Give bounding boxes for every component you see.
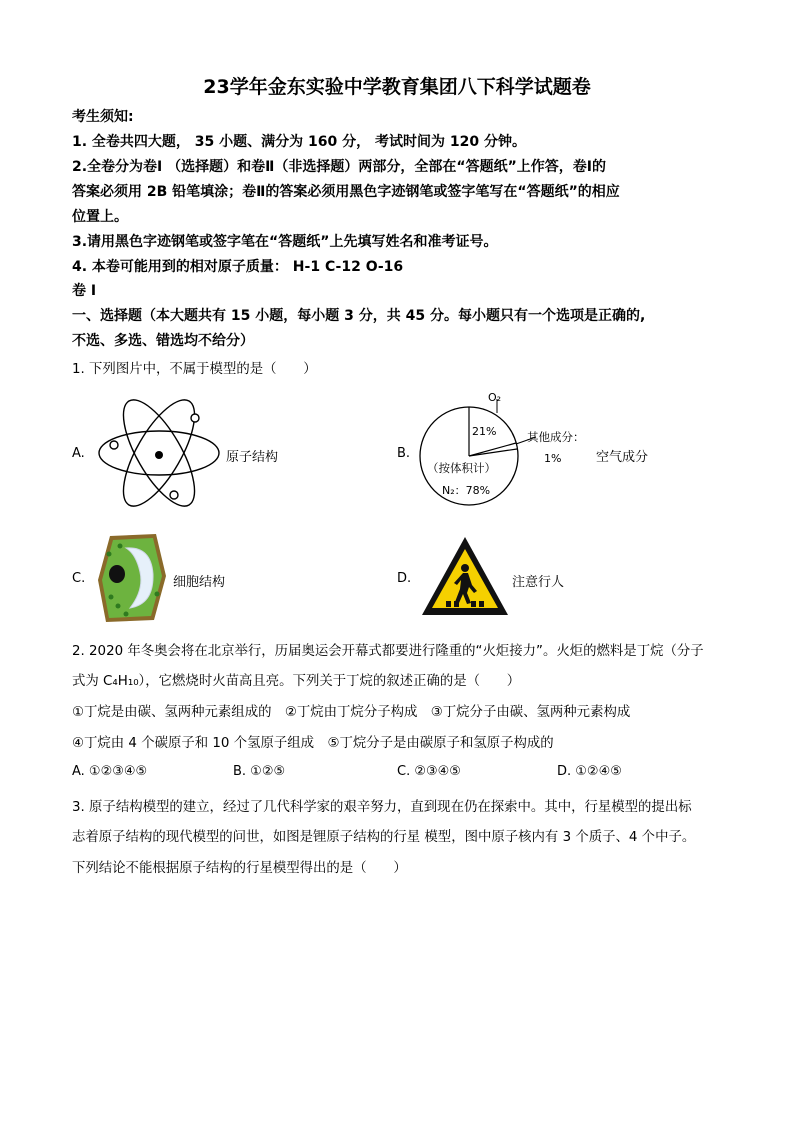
notice-item: 1. 全卷共四大题， 35 小题、满分为 160 分， 考试时间为 120 分钟。 <box>72 134 526 150</box>
notice-item: 答案必须用 2B 铅笔填涂；卷Ⅱ的答案必须用黑色字迹钢笔或签字笔写在“答题纸”的相应 <box>72 184 620 200</box>
option-d-letter: D. <box>397 571 412 586</box>
page-title: 23学年金东实验中学教育集团八下科学试题卷 <box>203 76 591 98</box>
air-composition-pie <box>418 388 596 512</box>
n2-label: N₂：78% <box>442 484 491 497</box>
q3-line: 3. 原子结构模型的建立，经过了几代科学家的艰辛努力，直到现在仍在探索中。其中，行星模型的提出标 <box>72 800 692 815</box>
option-c-caption: 细胞结构 <box>173 575 226 590</box>
plant-cell-figure <box>96 532 168 624</box>
nucleus-dot <box>155 451 163 459</box>
electron-dot <box>110 441 118 449</box>
q2-line: ①丁烷是由碳、氢两种元素组成的 ②丁烷由丁烷分子构成 ③丁烷分子由碳、氢两种元素构成 <box>72 705 631 720</box>
q2-choice-b: B. ①②⑤ <box>233 764 286 779</box>
q3-line: 志着原子结构的现代模型的问世，如图是锂原子结构的行星 模型，图中原子核内有 3 个质子、4 个中子。 <box>72 830 696 845</box>
pie-center-label: （按体积计） <box>427 461 496 475</box>
q2-choice-a: A. ①②③④⑤ <box>72 764 148 779</box>
q2-line: 2. 2020 年冬奥会将在北京举行，历届奥运会开幕式都要进行隆重的“火炬接力”。火炬的燃料是丁烷（分子 <box>72 644 704 659</box>
q3-line: 下列结论不能根据原子结构的行星模型得出的是（ ） <box>72 861 407 876</box>
section-heading: 一、选择题（本大题共有 15 小题，每小题 3 分，共 45 分。每小题只有一个选项是正确的, <box>72 308 646 324</box>
q1-stem: 1. 下列图片中，不属于模型的是（ ） <box>72 362 317 377</box>
pedestrian-warning-sign <box>420 535 510 617</box>
option-b-caption: 空气成分 <box>596 450 649 465</box>
other-percent: 1% <box>544 452 562 465</box>
q2-line: ④丁烷由 4 个碳原子和 10 个氢原子组成 ⑤丁烷分子是由碳原子和氢原子构成的 <box>72 736 554 751</box>
option-b-letter: B. <box>397 446 411 461</box>
electron-dot <box>170 491 178 499</box>
o2-label: O₂ <box>488 391 502 404</box>
notice-heading: 考生须知: <box>72 109 134 125</box>
notice-item: 位置上。 <box>72 209 128 225</box>
electron-dot <box>191 414 199 422</box>
section-heading-cont: 不选、多选、错选均不给分） <box>72 333 254 349</box>
notice-item: 3.请用黑色字迹钢笔或签字笔在“答题纸”上先填写姓名和准考证号。 <box>72 234 498 250</box>
notice-item: 4. 本卷可能用到的相对原子质量： H-1 C-12 O-16 <box>72 259 404 275</box>
option-d-caption: 注意行人 <box>512 575 565 590</box>
q2-line: 式为 C₄H₁₀），它燃烧时火苗高且亮。下列关于丁烷的叙述正确的是（ ） <box>72 674 521 689</box>
other-label: 其他成分： <box>527 430 585 444</box>
option-c-letter: C. <box>72 571 86 586</box>
o2-percent: 21% <box>472 425 497 438</box>
option-a-letter: A. <box>72 446 85 461</box>
notice-item: 2.全卷分为卷Ⅰ （选择题）和卷Ⅱ（非选择题）两部分，全部在“答题纸”上作答，卷Ⅰ的 <box>72 159 606 175</box>
nucleus-shape <box>109 565 125 583</box>
atom-structure-figure <box>96 388 222 516</box>
option-a-caption: 原子结构 <box>226 450 279 465</box>
q2-choice-d: D. ①②④⑤ <box>557 764 622 779</box>
q2-choice-c: C. ②③④⑤ <box>397 764 461 779</box>
volume-label: 卷 I <box>72 283 97 299</box>
